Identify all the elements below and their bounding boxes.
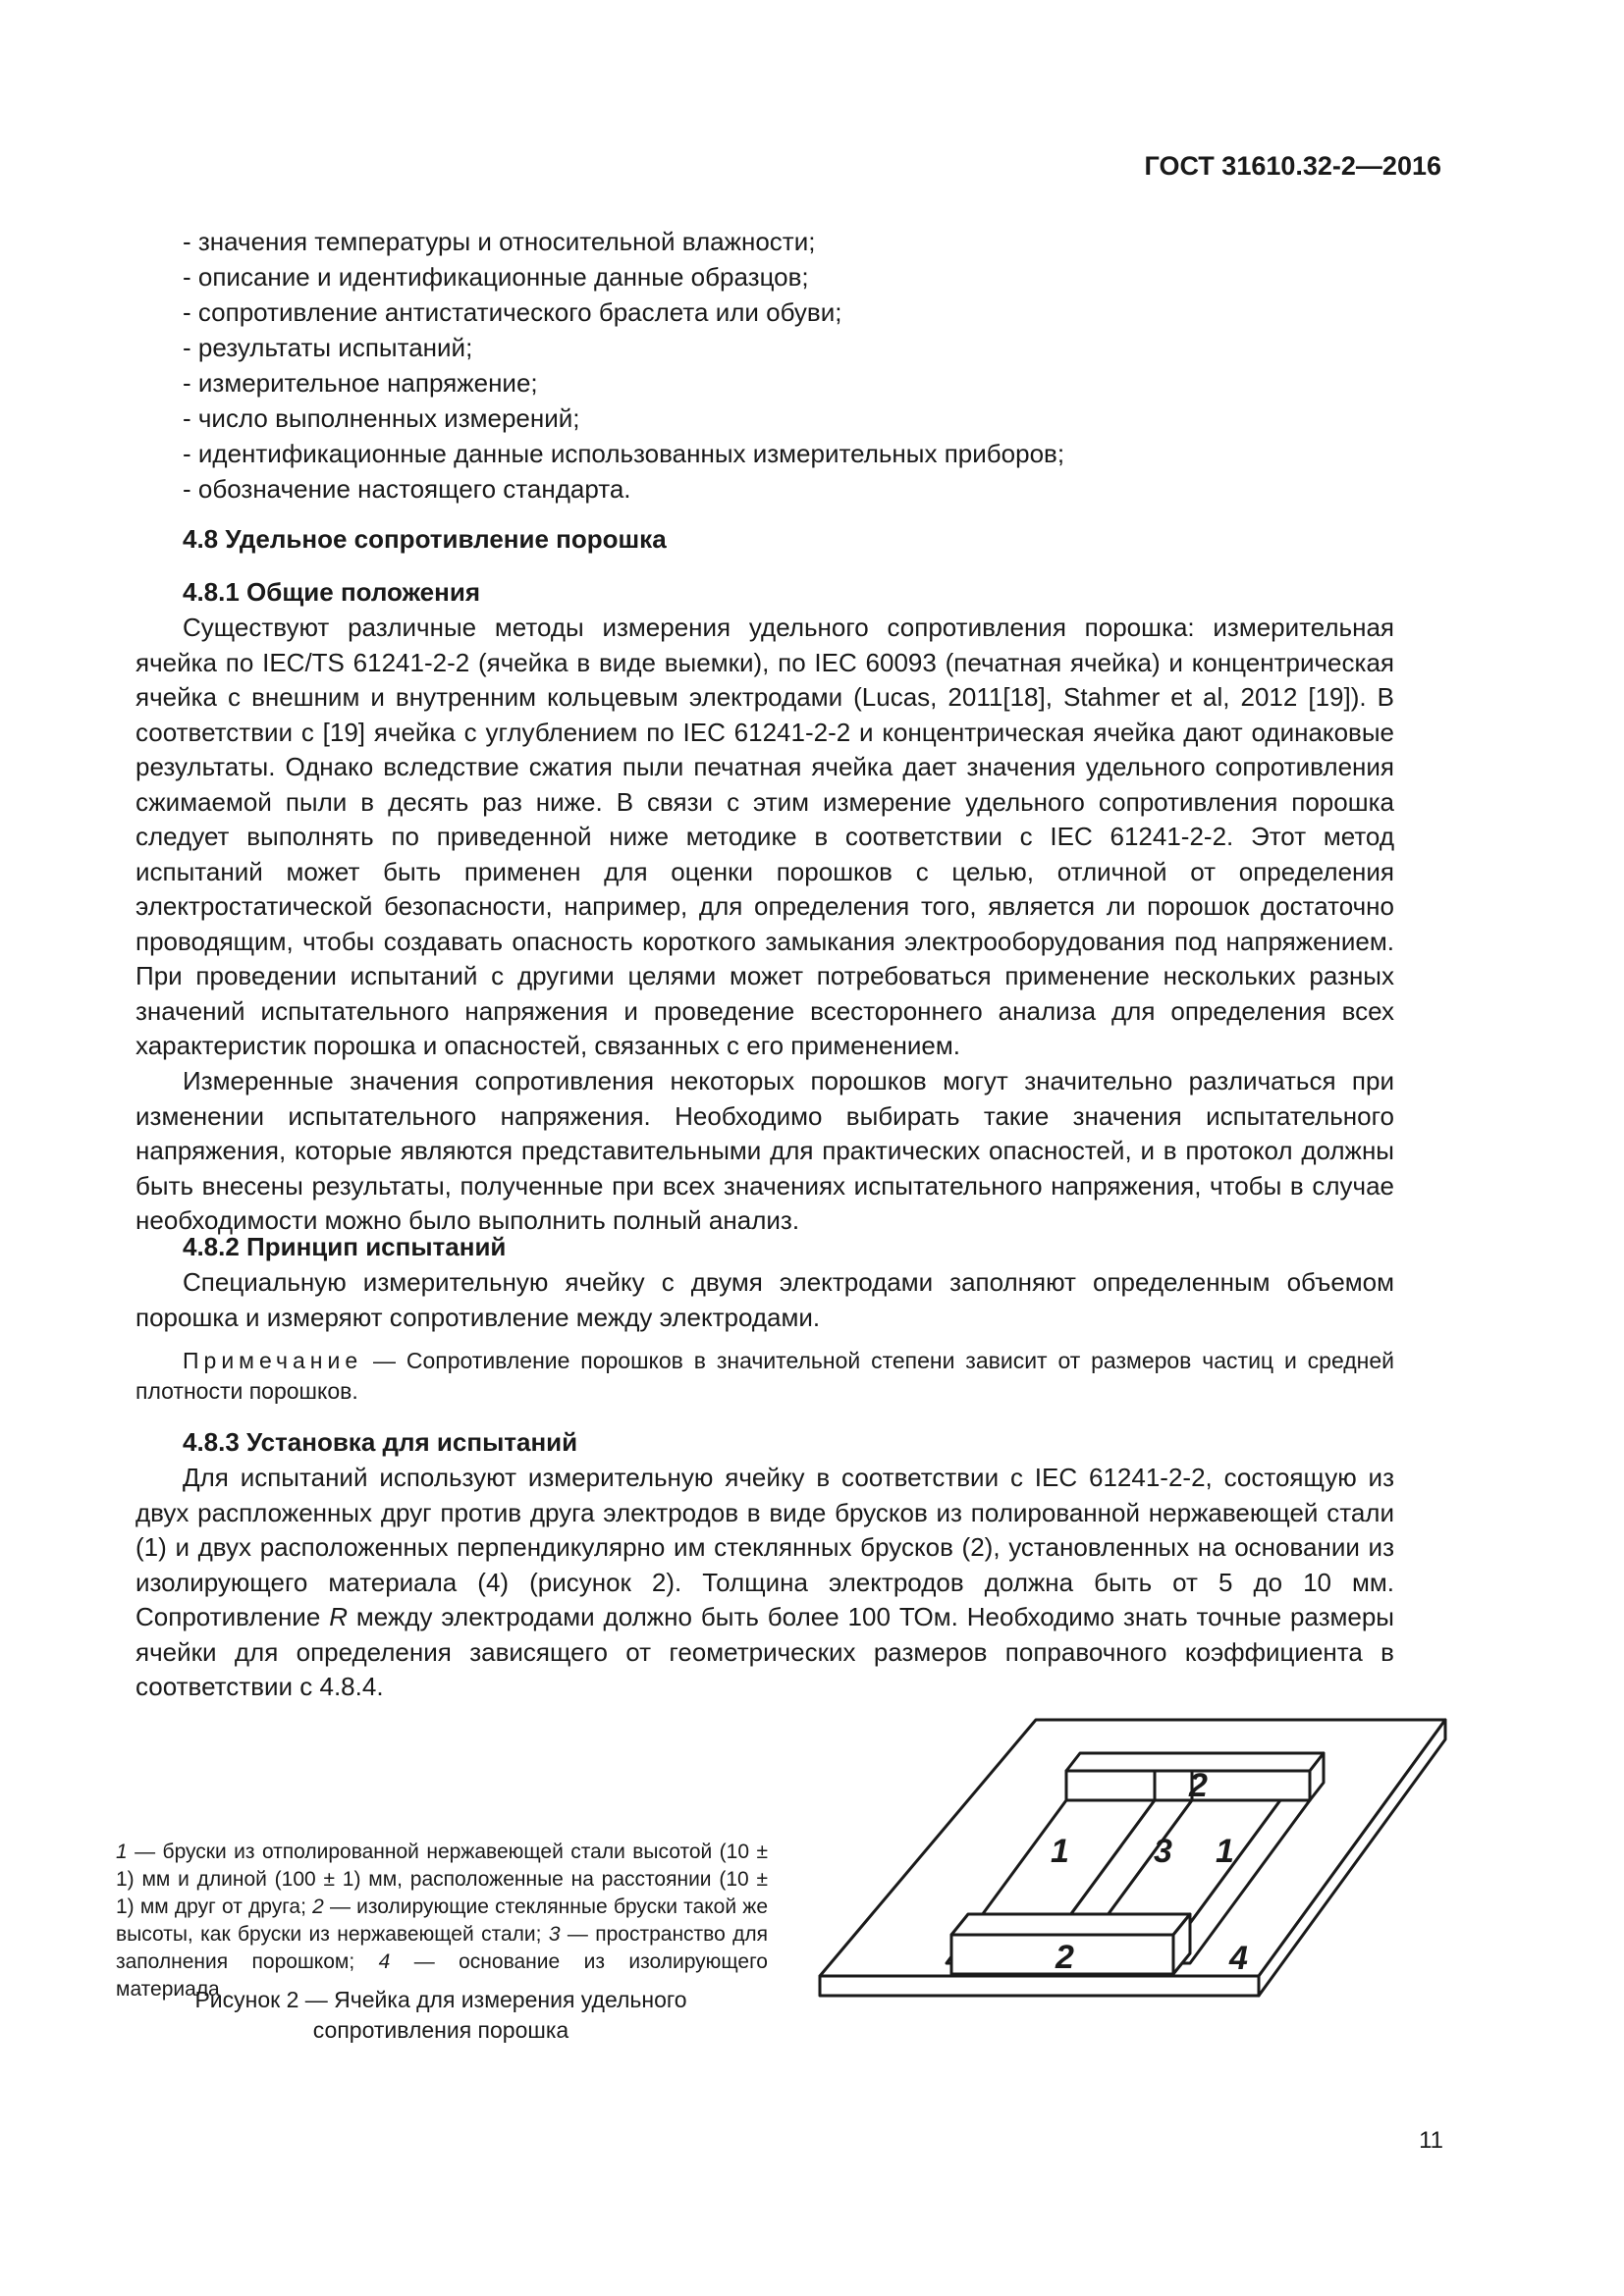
paragraph-general-1: Существуют различные методы измерения удельного сопротивления порошка: измерительная ячейка по IEC/TS 61241-2-2 (ячейка в виде выемки), по IEC 60093 (печатная ячейка) и концентрическая ячейка с внешним и внутренним кольцевым электродами (Lucas, 2011[18], Stahmer et al, 2012 [19]). В соответствии с [19] ячейка с углублением по IEC 61241-2-2 и концентрическая ячейка дают одинаковые результаты. Однако вследствие сжатия пыли печатная ячейка дает значения удельного сопротивления сжимаемой пыли в десять раз ниже. В связи с этим измерение удельного сопротивления порошка следует выполнять по приведенной ниже методике в соответствии с IEC 61241-2-2. Этот метод испытаний может быть применен для оценки порошков с целью, отличной от определения электростатической безопасности, например, для определения того, является ли порошок достаточно проводящим, чтобы создавать опасность короткого замыкания электрооборудования под напряжением. При проведении испытаний с другими целями может потребоваться применение нескольких разных значений испытательного напряжения и проведение всестороннего анализа для определения всех характеристик порошка и опасностей, связанных с его применением. <box>135 613 1394 1060</box>
list-item: - идентификационные данные использованных измерительных приборов; <box>183 439 1065 468</box>
list-item: - сопротивление антистатического браслета или обуви; <box>183 297 842 327</box>
figure-caption: Рисунок 2 — Ячейка для измерения удельного сопротивления порошка <box>194 1987 687 2043</box>
list-item: - обозначение настоящего стандарта. <box>183 474 631 504</box>
measuring-cell-drawing <box>805 1718 1492 2091</box>
label-base: 4 <box>1229 1940 1248 1977</box>
note-label: Примечание <box>183 1348 363 1373</box>
variable-r: R <box>329 1602 348 1631</box>
glass-bar-back-front <box>1066 1771 1310 1800</box>
legend-num-2: 2 <box>312 1896 324 1918</box>
label-space: 3 <box>1154 1833 1172 1870</box>
paragraph-principle: Специальную измерительную ячейку с двумя электродами заполняют определенным объемом порошка и измеряют сопротивление между электродами. <box>135 1267 1394 1332</box>
list-item: - описание и идентификационные данные образцов; <box>183 262 809 292</box>
document-code: ГОСТ 31610.32-2—2016 <box>1144 151 1441 181</box>
label-glass-bar-front: 2 <box>1056 1939 1074 1976</box>
legend-num-3: 3 <box>548 1923 561 1946</box>
paragraph-setup: Для испытаний используют измерительную ячейку в соответствии с IEC 61241-2-2, состоящую из двух распложенных друг против друга электродов в виде брусков из полированной нержавеющей стали (1) и двух расположенных перпендикулярно им стеклянных брусков (2), установленных на основании из изолирующего материала (4) (рисунок 2). Толщина электродов должна быть от 5 до 10 мм. Сопротивление R между электродами должно быть более 100 ТОм. Необходимо знать точные размеры ячейки для определения зависящего от геометрических размеров поправочного коэффициента в соответствии с 4.8.4. <box>135 1463 1394 1701</box>
list-item: - значения температуры и относительной влажности; <box>183 227 816 256</box>
base-plate-front <box>820 1976 1259 1996</box>
list-item: - результаты испытаний; <box>183 333 473 362</box>
list-item: - измерительное напряжение; <box>183 368 538 398</box>
section-heading-4-8: 4.8 Удельное сопротивление порошка <box>183 524 667 554</box>
report-items-list <box>183 224 1449 507</box>
page-number: 11 <box>1419 2127 1443 2154</box>
section-heading-4-8-1: 4.8.1 Общие положения <box>183 577 480 607</box>
list-item: - число выполненных измерений; <box>183 403 580 433</box>
legend-num-4: 4 <box>378 1950 391 1973</box>
paragraph-general-2: Измеренные значения сопротивления некоторых порошков могут значительно различаться при изменении испытательного напряжения. Необходимо выбирать такие значения испытательного напряжения, которые являются представительными для практических опасностей, и в протокол должны быть внесены результаты, полученные при всех значениях испытательного напряжения, чтобы в случае необходимости можно было выполнить полный анализ. <box>135 1066 1394 1235</box>
label-glass-bar-back: 2 <box>1189 1767 1208 1804</box>
note-paragraph <box>135 1346 1394 1407</box>
label-electrode-left: 1 <box>1051 1833 1069 1870</box>
glass-bar-front-top <box>951 1914 1190 1935</box>
section-heading-4-8-3: 4.8.3 Установка для испытаний <box>183 1427 578 1457</box>
legend-num-1: 1 <box>116 1841 128 1863</box>
section-heading-4-8-2: 4.8.2 Принцип испытаний <box>183 1232 507 1261</box>
figure-legend: 1 — бруски из отполированной нержавеющей стали высотой (10 ± 1) мм и длиной (100 ± 1) мм, расположенные на расстоянии (10 ± 1) мм друг от друга; 2 — изолирующие стеклянные бруски такой же высоты, как бруски из нержавеющей стали; 3 — пространство для заполнения порошком; 4 — основание из изолирующего материала <box>116 1841 769 2001</box>
note-text: — Сопротивление порошков в значительной степени зависит от размеров частиц и средней плотности порошков. <box>135 1348 1394 1404</box>
label-electrode-right: 1 <box>1216 1833 1234 1870</box>
